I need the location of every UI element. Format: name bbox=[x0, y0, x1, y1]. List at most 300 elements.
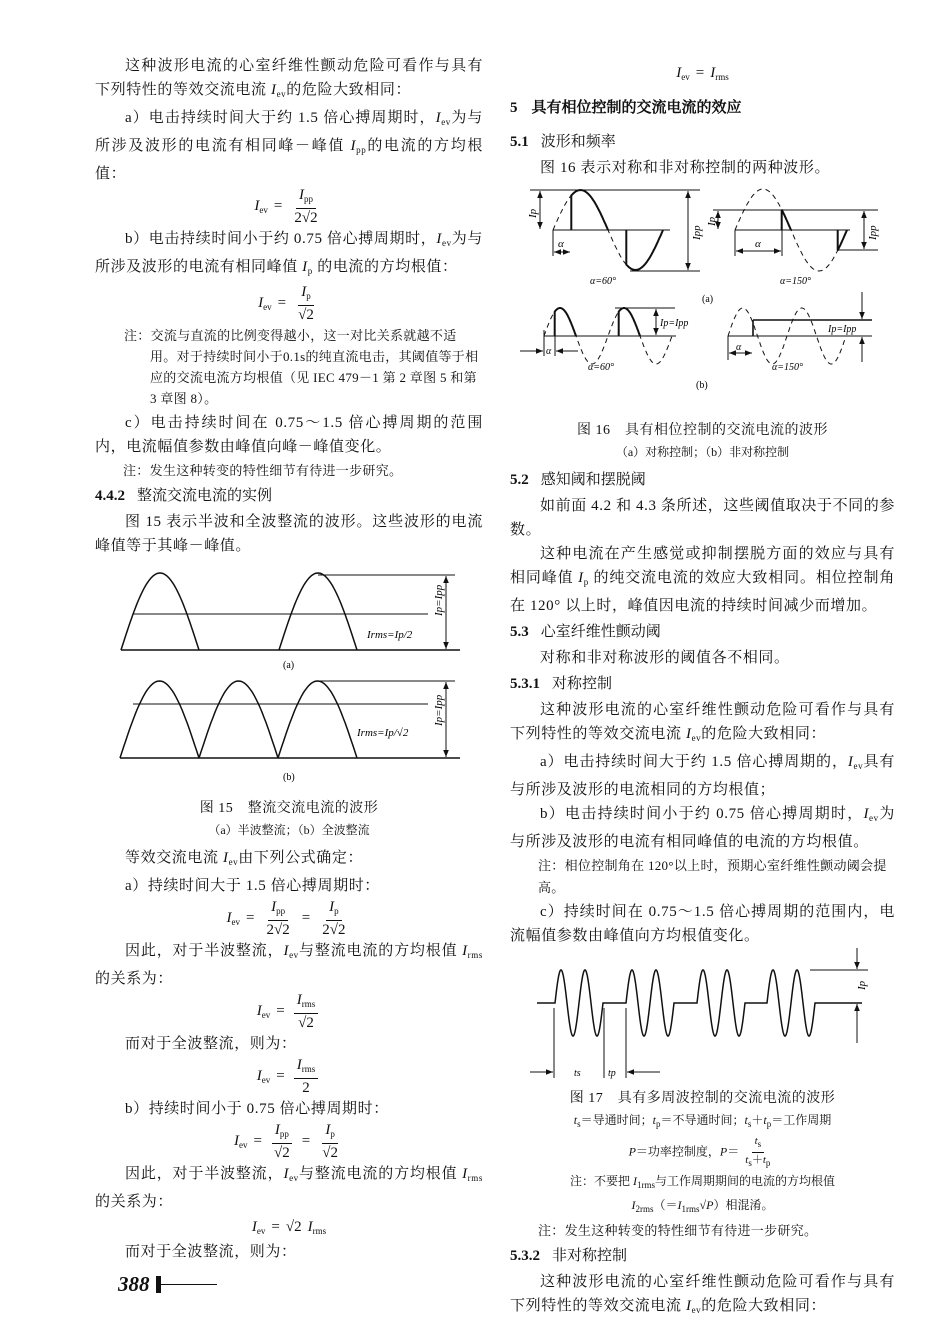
variable-symbol: I bbox=[298, 187, 304, 203]
text-segment: = bbox=[301, 1133, 311, 1149]
denominator bbox=[299, 1079, 313, 1097]
caption-line bbox=[510, 1195, 895, 1219]
variable-symbol: I bbox=[676, 64, 682, 81]
note bbox=[510, 855, 895, 899]
variable-subscript: pp bbox=[279, 1129, 289, 1139]
text-segment: ＝不导通时间； bbox=[660, 1113, 745, 1127]
variable-subscript: ev bbox=[263, 302, 272, 312]
math-variable bbox=[223, 850, 238, 866]
variable-subscript: pp bbox=[356, 145, 367, 155]
math-variable bbox=[297, 1057, 316, 1073]
denominator bbox=[264, 921, 293, 939]
variable-subscript: ev bbox=[681, 71, 690, 82]
variable-subscript: ev bbox=[231, 917, 241, 927]
math-variable bbox=[234, 1133, 248, 1150]
variable-symbol: I bbox=[847, 754, 854, 770]
irms-label-b: Irms=Ip/√2 bbox=[357, 727, 409, 739]
text-segment: = bbox=[276, 1003, 285, 1019]
text-segment: ＋ bbox=[751, 1154, 763, 1166]
ip-label: Ip bbox=[856, 980, 868, 990]
denominator bbox=[319, 921, 348, 939]
text-segment: 的电流的方均根值： bbox=[95, 138, 483, 182]
variable-subscript: ev bbox=[276, 89, 287, 99]
text-segment: √2 bbox=[322, 1145, 338, 1161]
text-segment: 2√2 bbox=[266, 922, 290, 938]
text-segment: 这种波形电流的心室纤维性颤动危险可看作与具有下列特性的等效交流电流 bbox=[95, 58, 483, 98]
variable-symbol: t bbox=[573, 1113, 578, 1127]
variable-symbol: I bbox=[685, 726, 692, 742]
text-segment: b）电击持续时间小于约 0.75 倍心搏周期时， bbox=[125, 231, 437, 247]
text-segment: （a）对称控制；（b）非对称控制 bbox=[615, 445, 790, 459]
ip-ipp-label-b: Ip=Ipp bbox=[433, 694, 445, 726]
fraction bbox=[291, 186, 320, 227]
text-segment: （＝ bbox=[653, 1198, 678, 1212]
text-segment: √2 bbox=[298, 307, 314, 323]
text-segment: 的电流的方均根值： bbox=[312, 259, 458, 275]
math-variable bbox=[632, 1198, 654, 1212]
text-segment: 为与所涉及波形的电流有相同峰值 bbox=[95, 231, 483, 275]
variable-symbol: I bbox=[254, 198, 260, 214]
section-title: 具有相位控制的交流电流的效应 bbox=[531, 100, 742, 116]
variable-subscript: rms bbox=[467, 1173, 483, 1183]
note bbox=[95, 325, 483, 409]
variable-symbol: I bbox=[274, 1122, 280, 1138]
formula bbox=[95, 283, 483, 324]
variable-symbol: I bbox=[462, 1166, 468, 1182]
formula bbox=[95, 991, 483, 1032]
text-segment: 等效交流电流 bbox=[125, 850, 223, 866]
numerator bbox=[752, 1134, 765, 1153]
variable-subscript: p bbox=[766, 1119, 772, 1129]
denominator bbox=[295, 1014, 317, 1032]
text-segment: = bbox=[695, 64, 705, 81]
text-segment: 而对于全波整流，则为： bbox=[125, 1036, 297, 1052]
variable-symbol: t bbox=[744, 1113, 748, 1127]
ip-label: Ip bbox=[527, 208, 539, 218]
variable-symbol: I bbox=[436, 231, 443, 247]
variable-symbol: I bbox=[329, 899, 335, 915]
figure-subcaption bbox=[510, 442, 895, 462]
math-variable bbox=[686, 726, 701, 742]
math-variable bbox=[633, 1174, 655, 1188]
numerator bbox=[272, 1121, 292, 1144]
math-variable bbox=[283, 1166, 298, 1182]
text-segment: 2√2 bbox=[322, 922, 346, 938]
variable-symbol: I bbox=[258, 295, 264, 311]
text-segment: 的纯交流电流的效应大致相同。相位控制角在 120° 以上时，峰值因电流的持续时间减少而增加。 bbox=[510, 570, 895, 614]
math-variable bbox=[302, 259, 313, 275]
text-segment: = bbox=[301, 910, 311, 926]
paragraph bbox=[95, 106, 483, 186]
text-segment: a）电击持续时间大于约 1.5 倍心搏周期时， bbox=[125, 110, 436, 126]
ip-label: Ip bbox=[706, 216, 718, 226]
caption-line bbox=[510, 1171, 895, 1195]
numerator bbox=[298, 283, 314, 306]
variable-symbol: t bbox=[754, 1135, 758, 1147]
variable-symbol: I bbox=[234, 1133, 240, 1149]
text-segment: 具有与所涉及波形的电流相同的方均根值； bbox=[510, 754, 896, 798]
numerator bbox=[294, 1056, 319, 1079]
paragraph bbox=[95, 846, 483, 874]
subfigure-label-a: (a) bbox=[702, 294, 714, 305]
text-segment: 的关系为： bbox=[95, 1194, 174, 1210]
text-segment: √2 bbox=[274, 1145, 290, 1161]
math-variable bbox=[848, 754, 863, 770]
variable-symbol: I bbox=[302, 259, 308, 275]
text-segment: = bbox=[273, 198, 283, 214]
variable-symbol: I bbox=[685, 1298, 692, 1314]
text-segment: 图 16 具有相位控制的交流电流的波形 bbox=[577, 423, 828, 438]
variable-symbol: I bbox=[350, 138, 357, 154]
section-heading bbox=[510, 96, 895, 120]
section-heading bbox=[510, 1244, 895, 1268]
text-segment: ＝导通时间； bbox=[580, 1113, 653, 1127]
text-segment: √2 bbox=[285, 1218, 302, 1235]
text-segment: c）持续时间在 0.75～1.5 倍心搏周期的范围内，电流幅值参数由峰值向方均根值变化。 bbox=[510, 904, 895, 944]
variable-subscript: p bbox=[655, 1119, 661, 1129]
full-wave-curve bbox=[120, 681, 357, 758]
math-variable bbox=[350, 138, 366, 154]
variable-subscript: 1rms bbox=[637, 1180, 655, 1190]
text-segment: 这种电流在产生感觉或抑制摆脱方面的效应与具有相同峰值 bbox=[510, 546, 895, 586]
variable-subscript: ev bbox=[239, 1140, 248, 1150]
fraction bbox=[271, 1121, 293, 1162]
variable-subscript: ev bbox=[289, 1173, 299, 1183]
math-variable bbox=[252, 1219, 266, 1236]
alpha-label: α bbox=[736, 342, 742, 353]
variable-symbol: I bbox=[270, 82, 277, 98]
ipp-label: Ipp bbox=[691, 225, 703, 240]
text-segment: 注：发生这种转变的特性细节有待进一步研究。 bbox=[123, 463, 403, 478]
fraction bbox=[294, 991, 319, 1032]
variable-subscript: s bbox=[577, 1119, 581, 1129]
text-segment: 对称和非对称波形的阈值各不相同。 bbox=[540, 650, 790, 666]
figure-17-multicycle-waveform bbox=[510, 948, 895, 1088]
section-heading bbox=[510, 468, 895, 492]
text-segment: b）电击持续时间小于约 0.75 倍心搏周期时， bbox=[540, 806, 864, 822]
alpha-label: α bbox=[755, 238, 761, 250]
burst-waveform bbox=[537, 970, 862, 1036]
variable-symbol: I bbox=[271, 899, 277, 915]
math-variable bbox=[257, 1003, 271, 1020]
variable-subscript: pp bbox=[303, 194, 313, 204]
math-variable bbox=[686, 1298, 701, 1314]
text-segment: 与工作周期期间的电流的方均根值 bbox=[655, 1174, 836, 1188]
math-variable bbox=[436, 110, 451, 126]
variable-symbol: t bbox=[745, 1154, 749, 1166]
math-variable bbox=[301, 284, 311, 300]
ip-ipp-label-a: Ip=Ipp bbox=[433, 584, 445, 616]
math-variable bbox=[271, 82, 286, 98]
math-variable bbox=[574, 1113, 581, 1127]
variable-subscript: rms bbox=[312, 1225, 327, 1236]
variable-subscript: ev bbox=[442, 238, 452, 248]
asymmetric-60-plot bbox=[520, 308, 676, 364]
text-segment: 注：发生这种转变的特性细节有待进一步研究。 bbox=[538, 1223, 818, 1238]
variable-symbol: I bbox=[251, 1218, 257, 1235]
text-segment: 由下列公式确定： bbox=[238, 850, 364, 866]
text-segment: 注：交流与直流的比例变得越小，这一对比关系就越不适用。对于持续时间小于0.1s的纯直流电击，其阈值等于相应的交流电流方均根值（见 IEC 479－1 第 2 章图 5 和第 3 章图 8）。 bbox=[124, 328, 479, 406]
section-number: 5.3 bbox=[510, 624, 529, 640]
text-segment: 如前面 4.2 和 4.3 条所述，这些阈值取决于不同的参数。 bbox=[510, 498, 895, 538]
text-segment: a）电击持续时间大于约 1.5 倍心搏周期的， bbox=[540, 754, 848, 770]
math-variable bbox=[329, 899, 339, 915]
text-segment: 与整流电流的方均根值 bbox=[298, 943, 463, 959]
section-heading bbox=[95, 484, 483, 508]
variable-subscript: ev bbox=[261, 1010, 271, 1020]
text-segment: ＝工作周期 bbox=[771, 1113, 832, 1127]
figure-caption bbox=[510, 1088, 895, 1110]
variable-subscript: pp bbox=[276, 906, 286, 916]
formula bbox=[95, 1214, 483, 1240]
fraction bbox=[294, 1056, 319, 1097]
alpha-label: α bbox=[546, 346, 552, 357]
math-variable bbox=[299, 187, 313, 203]
text-segment: 的关系为： bbox=[95, 971, 174, 987]
paragraph bbox=[510, 542, 895, 618]
text-segment: = bbox=[253, 1133, 263, 1149]
variable-subscript: rms bbox=[467, 950, 483, 960]
variable-subscript: rms bbox=[301, 999, 316, 1009]
section-title: 整流交流电流的实例 bbox=[137, 488, 273, 504]
figure-caption bbox=[95, 798, 483, 820]
ts-label: ts bbox=[574, 1068, 581, 1079]
text-segment: 注：相位控制角在 120°以上时，预期心室纤维性颤动阈会提高。 bbox=[538, 858, 887, 895]
figure-15-rectified-waveforms bbox=[95, 558, 483, 798]
page-number: 388 bbox=[118, 1272, 150, 1296]
paragraph bbox=[95, 510, 483, 558]
variable-symbol: I bbox=[633, 1174, 637, 1188]
variable-symbol: I bbox=[462, 943, 468, 959]
text-segment: √2 bbox=[298, 1015, 314, 1031]
math-variable bbox=[745, 1154, 752, 1166]
text-segment: = bbox=[271, 1218, 280, 1235]
math-variable bbox=[629, 1144, 636, 1158]
text-segment: 图 16 表示对称和非对称控制的两种波形。 bbox=[540, 160, 831, 176]
paragraph bbox=[95, 1162, 483, 1214]
fraction bbox=[319, 1121, 341, 1162]
text-segment: 为与所涉及波形的电流有相同峰－峰值 bbox=[95, 110, 483, 154]
variable-subscript: ev bbox=[228, 857, 239, 867]
numerator bbox=[326, 898, 342, 921]
text-segment: 2√2 bbox=[294, 210, 318, 226]
variable-symbol: I bbox=[677, 1198, 682, 1212]
fraction bbox=[319, 898, 348, 939]
variable-subscript: p bbox=[583, 577, 589, 587]
formula bbox=[510, 60, 895, 86]
subfigure-label-b: (b) bbox=[283, 772, 295, 783]
section-heading bbox=[510, 672, 895, 696]
variable-symbol: t bbox=[652, 1113, 656, 1127]
paragraph bbox=[95, 1032, 483, 1056]
text-segment: ＝功率控制度， bbox=[635, 1144, 720, 1159]
note bbox=[510, 1220, 895, 1242]
subfigure-label-a: (a) bbox=[283, 660, 295, 671]
variable-subscript: p bbox=[765, 1158, 771, 1168]
ip-ipp-label: Ip=Ipp bbox=[660, 318, 689, 329]
section-title: 感知阈和摆脱阈 bbox=[540, 472, 646, 488]
half-wave-curve bbox=[121, 573, 357, 650]
page-number-rule bbox=[161, 1284, 217, 1285]
denominator bbox=[291, 209, 320, 227]
tp-label: tp bbox=[608, 1068, 616, 1079]
variable-symbol: I bbox=[283, 1166, 290, 1182]
note bbox=[95, 460, 483, 482]
variable-subscript: s bbox=[747, 1119, 752, 1129]
subfigure-label-b: (b) bbox=[696, 380, 708, 391]
paragraph bbox=[510, 494, 895, 542]
math-variable bbox=[275, 1122, 289, 1138]
math-variable bbox=[227, 910, 241, 927]
text-segment: 的危险大致相同： bbox=[701, 726, 827, 742]
variable-subscript: p bbox=[334, 906, 339, 916]
alpha-150-label: α=150° bbox=[772, 362, 803, 373]
text-segment: 因此，对于半波整流， bbox=[125, 1166, 284, 1182]
section-title: 波形和频率 bbox=[540, 134, 616, 150]
variable-subscript: ev bbox=[691, 733, 702, 743]
text-segment: a）持续时间大于 1.5 倍心搏周期时： bbox=[125, 878, 380, 894]
variable-symbol: I bbox=[578, 570, 584, 586]
section-heading bbox=[510, 620, 895, 644]
section-title: 心室纤维性颤动阈 bbox=[540, 624, 661, 640]
text-segment: （a）半波整流；（b）全波整流 bbox=[208, 823, 370, 837]
alpha-60-label: α=60° bbox=[588, 362, 614, 373]
text-segment: b）持续时间小于 0.75 倍心搏周期时： bbox=[125, 1101, 389, 1117]
variable-subscript: 2rms bbox=[635, 1204, 654, 1214]
figure-16-phase-control-waveforms bbox=[510, 180, 895, 420]
variable-subscript: p bbox=[330, 1129, 335, 1139]
section-number: 5.3.2 bbox=[510, 1248, 540, 1264]
math-variable bbox=[763, 1154, 771, 1166]
math-variable bbox=[297, 992, 316, 1008]
variable-symbol: I bbox=[325, 1122, 331, 1138]
numerator bbox=[268, 898, 288, 921]
text-segment: 注：不要把 bbox=[569, 1174, 633, 1188]
section-title: 非对称控制 bbox=[552, 1248, 628, 1264]
text-segment: 图 15 整流交流电流的波形 bbox=[199, 801, 379, 816]
figure-subcaption bbox=[95, 820, 483, 840]
left-column bbox=[95, 54, 483, 1297]
text-segment: 图 17 具有多周波控制的交流电流的波形 bbox=[569, 1091, 836, 1106]
formula bbox=[95, 1056, 483, 1097]
text-segment: = bbox=[277, 295, 287, 311]
paragraph bbox=[510, 750, 895, 802]
math-variable bbox=[283, 943, 298, 959]
text-segment: 而对于全波整流，则为： bbox=[125, 1244, 297, 1260]
math-variable bbox=[258, 295, 272, 312]
math-variable bbox=[462, 943, 483, 959]
ipp-label: Ipp bbox=[867, 225, 879, 240]
numerator bbox=[322, 1121, 338, 1144]
section-number: 4.4.2 bbox=[95, 488, 125, 504]
variable-subscript: ev bbox=[259, 205, 268, 215]
variable-symbol: I bbox=[256, 1003, 262, 1019]
variable-symbol: I bbox=[296, 1057, 302, 1073]
section-number: 5.2 bbox=[510, 472, 529, 488]
paragraph bbox=[95, 54, 483, 106]
variable-symbol: I bbox=[283, 943, 290, 959]
variable-symbol: I bbox=[296, 992, 302, 1008]
text-segment: 这种波形电流的心室纤维性颤动危险可看作与具有下列特性的等效交流电流 bbox=[510, 1274, 895, 1314]
paragraph bbox=[510, 900, 895, 948]
symmetric-150-plot bbox=[713, 189, 878, 271]
math-variable bbox=[254, 198, 268, 215]
variable-symbol: I bbox=[710, 64, 716, 81]
variable-subscript: s bbox=[748, 1158, 752, 1168]
math-variable bbox=[325, 1122, 335, 1138]
variable-subscript: p bbox=[306, 291, 311, 301]
text-segment: ＝ bbox=[727, 1144, 740, 1159]
variable-symbol: I bbox=[863, 806, 870, 822]
paragraph bbox=[95, 939, 483, 991]
variable-subscript: rms bbox=[715, 71, 729, 82]
full-wave-plot bbox=[120, 681, 460, 758]
math-variable bbox=[462, 1166, 483, 1182]
caption-line bbox=[510, 1110, 895, 1134]
denominator bbox=[271, 1144, 293, 1162]
variable-subscript: ev bbox=[256, 1225, 266, 1236]
paragraph bbox=[95, 1097, 483, 1121]
math-variable bbox=[578, 570, 589, 586]
formula bbox=[95, 1121, 483, 1162]
text-segment: 图 15 表示半波和全波整流的波形。这些波形的电流峰值等于其峰－峰值。 bbox=[95, 514, 483, 554]
variable-symbol: I bbox=[435, 110, 442, 126]
variable-subscript: ev bbox=[853, 761, 864, 771]
numerator bbox=[294, 991, 319, 1014]
section-number: 5.1 bbox=[510, 134, 529, 150]
alpha-60-label: α=60° bbox=[590, 276, 616, 287]
denominator bbox=[319, 1144, 341, 1162]
denominator bbox=[742, 1153, 773, 1171]
variable-symbol: t bbox=[763, 1113, 767, 1127]
text-segment: √ bbox=[699, 1198, 707, 1212]
text-segment: c）电击持续时间在 0.75～1.5 倍心搏周期的范围内，电流幅值参数由峰值向峰－峰值变化。 bbox=[95, 415, 483, 455]
variable-symbol: I bbox=[631, 1198, 636, 1212]
section-heading bbox=[510, 130, 895, 154]
text-segment: 为与所涉及波形的电流有相同峰值的电流的方均根值。 bbox=[510, 806, 895, 850]
variable-symbol: P bbox=[628, 1144, 636, 1159]
fraction bbox=[295, 283, 317, 324]
math-variable bbox=[308, 1219, 327, 1236]
text-segment: = bbox=[276, 1068, 285, 1084]
math-variable bbox=[271, 899, 285, 915]
dimension-lines bbox=[530, 948, 868, 1078]
paragraph bbox=[95, 1240, 483, 1264]
page-footer bbox=[118, 1272, 483, 1297]
denominator bbox=[295, 306, 317, 324]
math-variable bbox=[755, 1135, 762, 1147]
symmetric-60-plot bbox=[530, 190, 700, 271]
section-title: 对称控制 bbox=[552, 676, 613, 692]
paragraph bbox=[510, 698, 895, 750]
paragraph bbox=[510, 646, 895, 670]
math-variable bbox=[257, 1068, 271, 1085]
variable-subscript: 1rms bbox=[681, 1204, 700, 1214]
formula bbox=[95, 186, 483, 227]
math-variable bbox=[436, 231, 451, 247]
variable-subscript: ev bbox=[691, 1305, 702, 1315]
fraction bbox=[264, 898, 293, 939]
text-segment: 与整流电流的方均根值 bbox=[298, 1166, 463, 1182]
variable-subscript: rms bbox=[301, 1064, 316, 1074]
math-variable bbox=[710, 65, 729, 82]
right-column bbox=[510, 60, 895, 1322]
text-segment: 这种波形电流的心室纤维性颤动危险可看作与具有下列特性的等效交流电流 bbox=[510, 702, 895, 742]
variable-subscript: ev bbox=[289, 950, 299, 960]
text-segment: 2 bbox=[302, 1080, 310, 1096]
variable-symbol: I bbox=[226, 910, 232, 926]
text-segment: ＋ bbox=[751, 1113, 764, 1127]
